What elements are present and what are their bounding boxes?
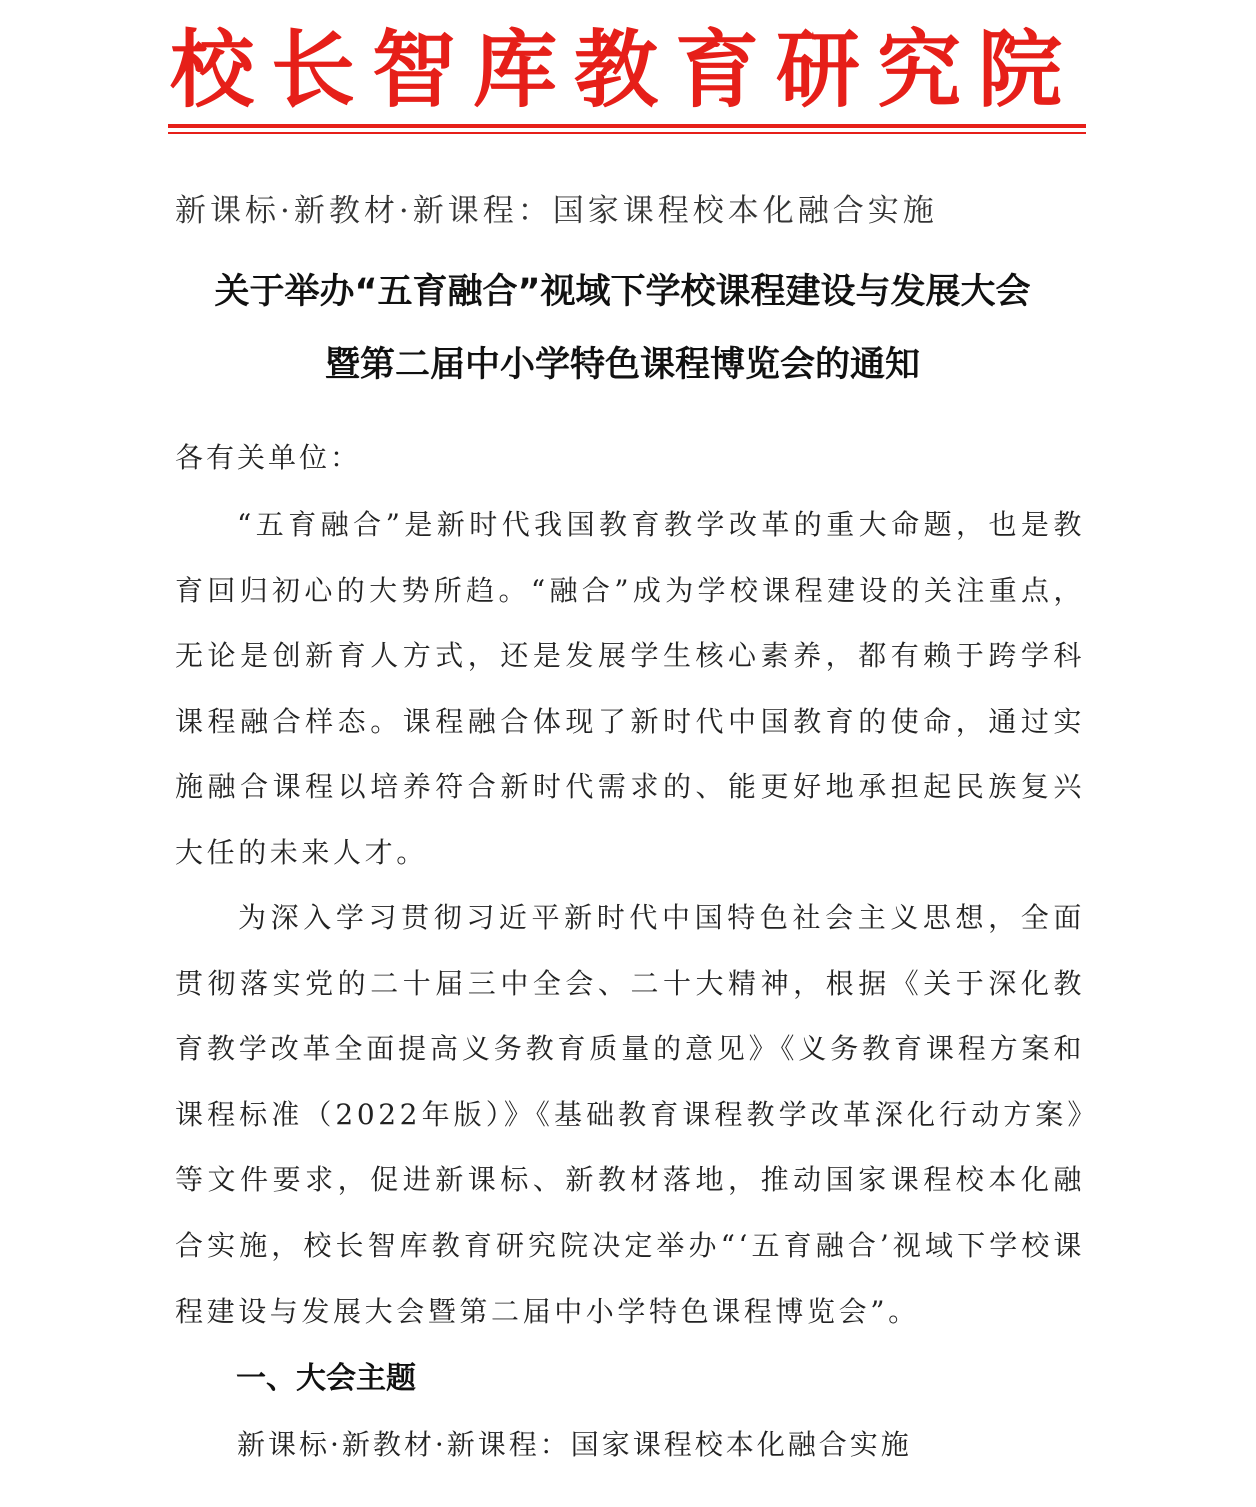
salutation: 各有关单位： bbox=[175, 441, 362, 474]
paragraph-text: 为深入学习贯彻习近平新时代中国特色社会主义思想，全面贯彻落实党的二十届三中全会、二十大精神，根据《关于深化教育教学改革全面提高义务教育质量的意见》《义务教育课程方案和课程标准（2022年版）》《基础教育课程教学改革深化行动方案》等文件要求，促进新课标、新教材落地，推动国家课程校本化融合实施，校长智库教育研究院决定举办“‘五育融合’视域下学校课程建设与发展大会暨第二届中小学特色课程博览会”。 bbox=[175, 901, 1085, 1328]
section-theme-text: 新课标·新教材·新课程：国家课程校本化融合实施 bbox=[237, 1428, 912, 1461]
document-subtitle: 新课标·新教材·新课程：国家课程校本化融合实施 bbox=[175, 193, 938, 229]
masthead-rule-thin bbox=[168, 132, 1086, 134]
paragraph-text: “五育融合”是新时代我国教育教学改革的重大命题，也是教育回归初心的大势所趋。“融合”成为学校课程建设的关注重点，无论是创新育人方式，还是发展学生核心素养，都有赖于跨学科课程融合样态。课程融合体现了新时代中国教育的使命，通过实施融合课程以培养符合新时代需求的、能更好地承担起民族复兴大任的未来人才。 bbox=[175, 508, 1085, 869]
body-paragraph-2 bbox=[175, 885, 1085, 1345]
section-heading-theme: 一、大会主题 bbox=[236, 1361, 416, 1396]
document-title-line-2: 暨第二届中小学特色课程博览会的通知 bbox=[324, 345, 920, 385]
masthead-org-name: 校长智库教育研究院 bbox=[170, 21, 1080, 119]
masthead-rule-thick bbox=[168, 124, 1086, 128]
body-paragraph-1 bbox=[175, 492, 1085, 892]
document-title-line-1: 关于举办“五育融合”视域下学校课程建设与发展大会 bbox=[214, 272, 1031, 312]
